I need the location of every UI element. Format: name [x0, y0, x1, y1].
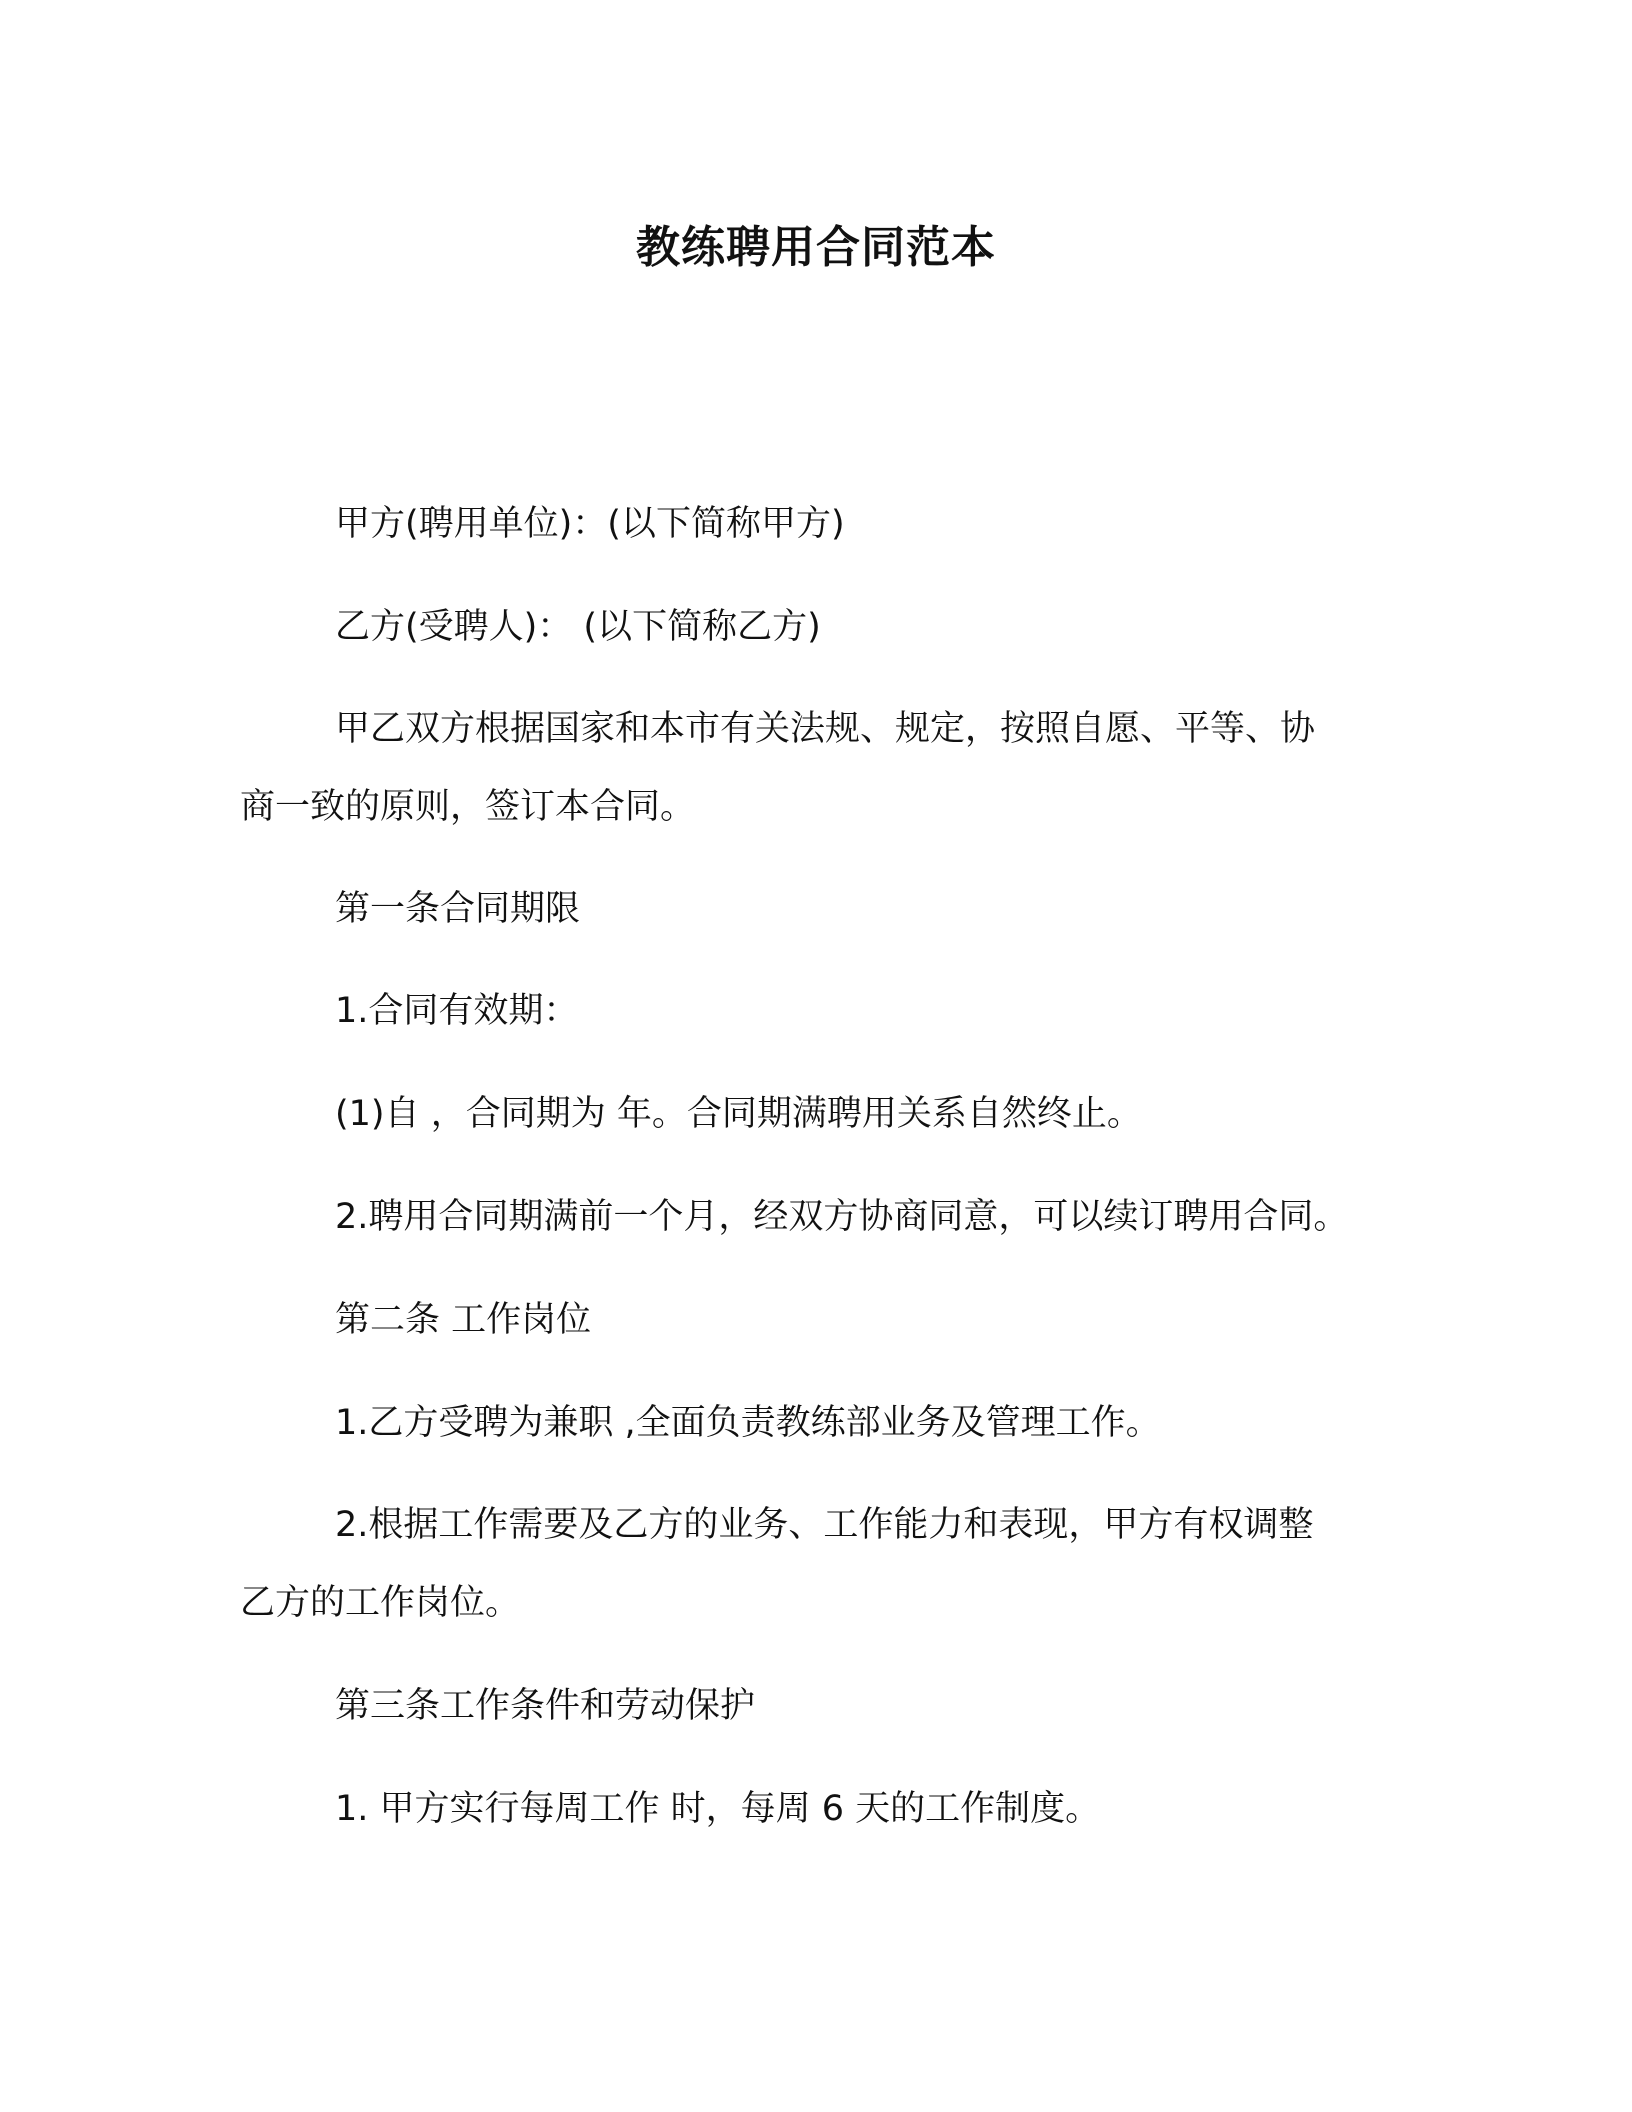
article-2-item-1: 1.乙方受聘为兼职 ,全面负责教练部业务及管理工作。 [335, 1403, 1161, 1443]
article-2-item-2-line-2: 乙方的工作岗位。 [240, 1583, 521, 1623]
intro-paragraph [240, 690, 1400, 846]
intro-line-2: 商一致的原则，签订本合同。 [240, 787, 696, 827]
party-b-line: 乙方(受聘人)： (以下简称乙方) [335, 607, 821, 647]
intro-line-1: 甲乙双方根据国家和本市有关法规、规定，按照自愿、平等、协 [335, 709, 1316, 749]
article-1-item-1-sub: (1)自 ，合同期为 年。合同期满聘用关系自然终止。 [335, 1094, 1142, 1134]
article-2-item-2-line-1: 2.根据工作需要及乙方的业务、工作能力和表现，甲方有权调整 [335, 1505, 1314, 1545]
article-1-item-2: 2.聘用合同期满前一个月，经双方协商同意，可以续订聘用合同。 [335, 1197, 1349, 1237]
document-title: 教练聘用合同范本 [636, 222, 996, 273]
party-a-line: 甲方(聘用单位)：(以下简称甲方) [335, 504, 845, 544]
article-1-item-1: 1.合同有效期： [335, 991, 579, 1031]
article-2-item-2 [240, 1486, 1400, 1642]
article-3-heading: 第三条工作条件和劳动保护 [335, 1686, 756, 1726]
article-1-heading: 第一条合同期限 [335, 889, 581, 929]
article-2-heading: 第二条 工作岗位 [335, 1300, 592, 1340]
article-3-item-1: 1. 甲方实行每周工作 时，每周 6 天的工作制度。 [335, 1789, 1101, 1829]
